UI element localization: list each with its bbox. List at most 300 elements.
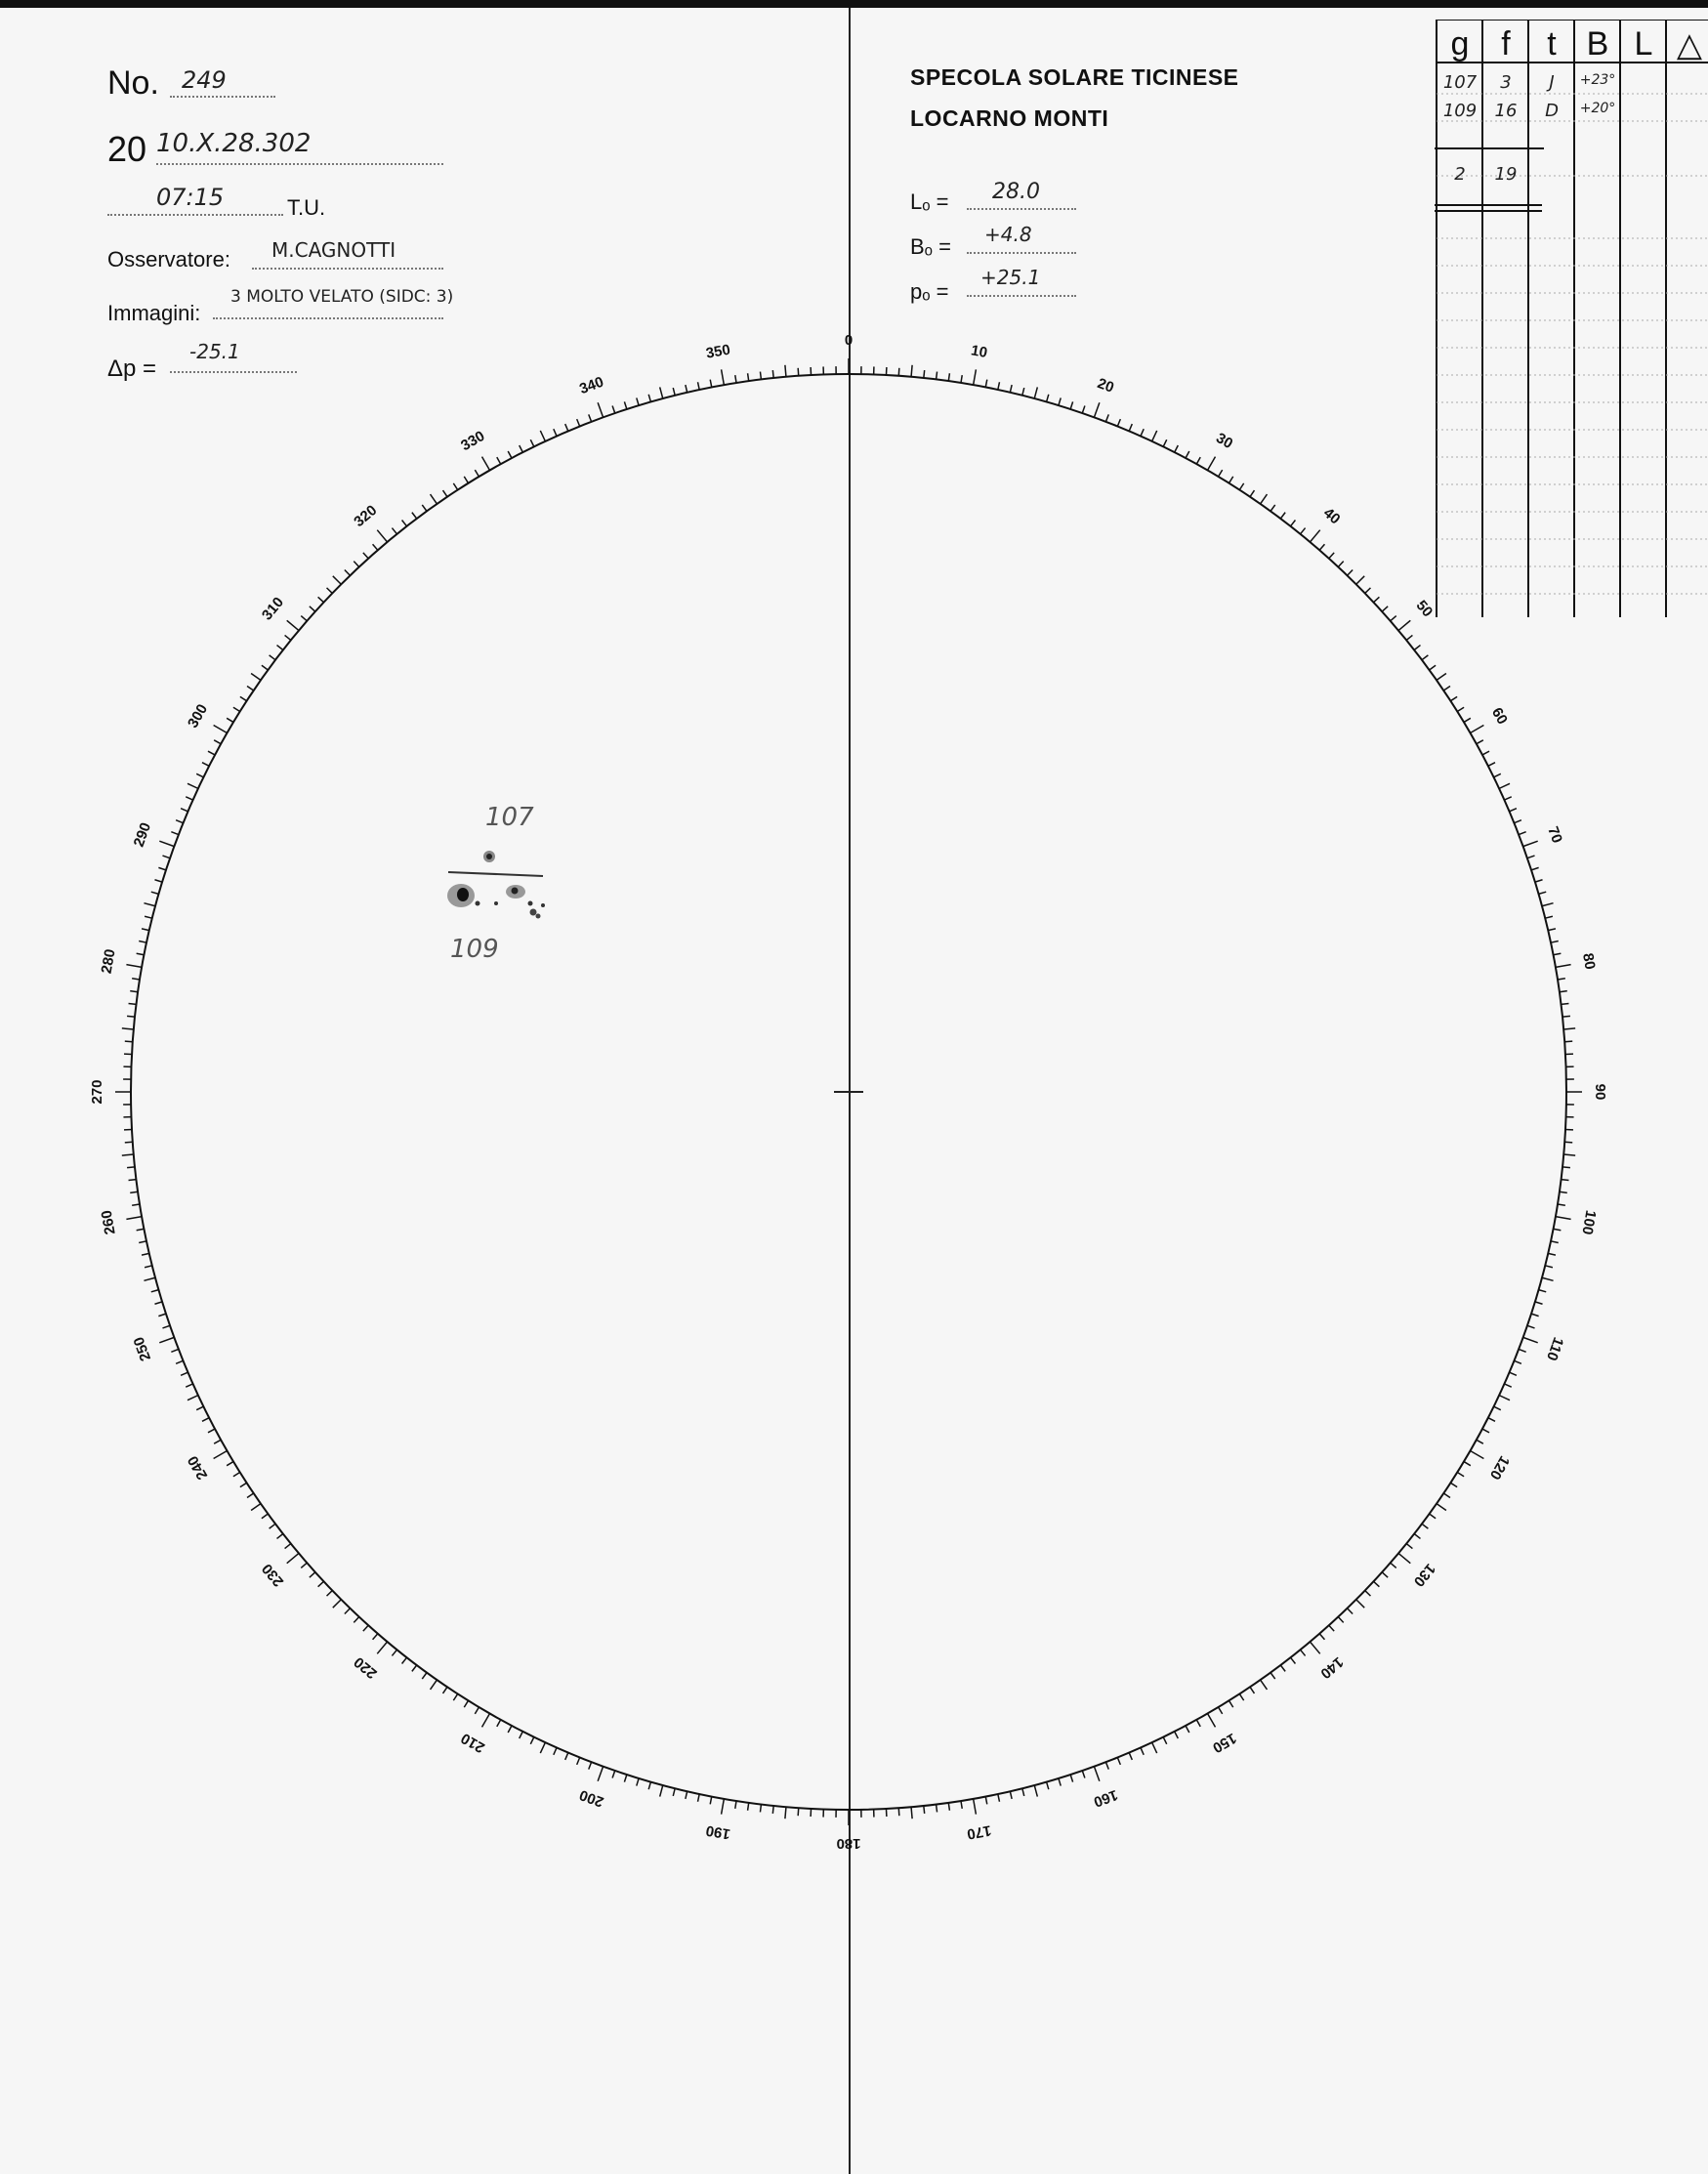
scale-tick xyxy=(961,375,962,383)
scale-tick xyxy=(772,370,773,378)
spot-109-small xyxy=(541,903,545,907)
scale-tick xyxy=(412,1665,417,1671)
scale-tick xyxy=(1010,1791,1012,1799)
param-l0-label: Lₒ = xyxy=(910,189,949,214)
spot-109-follower-umbra xyxy=(512,888,519,895)
scale-tick xyxy=(1560,991,1567,992)
scale-tick xyxy=(158,867,166,869)
scale-tick xyxy=(373,544,378,550)
date-value: 10.X.28.302 xyxy=(156,129,312,158)
total-spots: 19 xyxy=(1494,164,1518,185)
scale-tick xyxy=(624,1775,626,1782)
scale-label: 170 xyxy=(965,1821,993,1843)
scale-tick xyxy=(785,1807,786,1819)
scale-tick xyxy=(422,1673,427,1679)
scale-tick xyxy=(270,1524,275,1528)
observer-value: M.CAGNOTTI xyxy=(271,238,396,262)
scale-tick xyxy=(1523,1337,1538,1342)
scale-tick xyxy=(589,414,592,421)
observatory-name: SPECOLA SOLARE TICINESE xyxy=(910,64,1239,90)
scale-tick xyxy=(1329,553,1334,559)
scale-tick xyxy=(1398,620,1410,630)
scale-tick xyxy=(1129,424,1132,431)
scale-tick xyxy=(125,1142,133,1143)
scale-tick xyxy=(327,1591,333,1597)
scale-tick xyxy=(1239,1693,1243,1700)
spot-109-small xyxy=(476,901,480,906)
scale-tick xyxy=(1545,1266,1553,1268)
scale-tick xyxy=(1519,1349,1525,1352)
scale-tick xyxy=(1464,1462,1471,1466)
scale-label: 240 xyxy=(184,1452,212,1483)
scale-tick xyxy=(924,1806,925,1814)
scale-tick xyxy=(431,494,437,504)
scale-label: 210 xyxy=(458,1729,488,1757)
scale-tick xyxy=(1443,687,1450,690)
scale-tick xyxy=(1443,1493,1450,1497)
scale-tick xyxy=(142,929,149,931)
scale-tick xyxy=(176,820,183,823)
scale-tick xyxy=(1229,477,1232,483)
scale-tick xyxy=(301,616,307,621)
scale-tick xyxy=(710,1796,712,1804)
scale-tick xyxy=(159,1337,174,1342)
scale-tick xyxy=(1208,1714,1216,1728)
scale-tick xyxy=(1250,1687,1254,1693)
scale-label: 230 xyxy=(258,1560,288,1590)
scale-tick xyxy=(1022,1788,1024,1796)
row2-f: 16 xyxy=(1494,101,1518,121)
scale-tick xyxy=(1348,1609,1354,1614)
row1-f: 3 xyxy=(1500,72,1512,93)
scale-tick xyxy=(187,783,198,788)
scale-tick xyxy=(139,941,146,943)
scale-tick xyxy=(464,477,468,483)
scale-tick xyxy=(985,1796,987,1804)
scale-label: 90 xyxy=(1592,1083,1609,1101)
scale-tick xyxy=(431,1680,437,1690)
scale-tick xyxy=(1488,763,1495,767)
scale-tick xyxy=(1094,402,1099,417)
scale-tick xyxy=(363,553,368,559)
scale-tick xyxy=(1391,1563,1396,1568)
scale-tick xyxy=(686,385,687,393)
scale-label: 160 xyxy=(1091,1785,1120,1811)
scale-label: 150 xyxy=(1209,1729,1239,1757)
time-value: 07:15 xyxy=(156,184,225,211)
scale-tick xyxy=(1186,1726,1189,1733)
scale-tick xyxy=(1319,544,1324,550)
scale-tick xyxy=(181,1372,187,1375)
scale-tick xyxy=(1488,1418,1495,1422)
col-t-header: t xyxy=(1547,25,1557,63)
scale-tick xyxy=(126,1217,142,1220)
scale-tick xyxy=(1553,1229,1561,1231)
scale-tick xyxy=(208,751,215,755)
scale-tick xyxy=(1163,439,1167,446)
scale-tick xyxy=(748,373,749,381)
scale-tick xyxy=(363,1625,368,1631)
scale-tick xyxy=(1535,880,1543,882)
observer-label: Osservatore: xyxy=(107,247,230,272)
scale-tick xyxy=(1542,1277,1554,1280)
scale-tick xyxy=(1398,1553,1410,1563)
scale-tick xyxy=(1519,832,1525,835)
param-b0-label: Bₒ = xyxy=(910,234,951,259)
scale-tick xyxy=(270,655,275,660)
scale-tick xyxy=(443,1687,447,1693)
scale-tick xyxy=(577,1757,580,1764)
scale-tick xyxy=(122,1154,134,1155)
scale-tick xyxy=(1556,1217,1571,1220)
scale-tick xyxy=(1094,1767,1099,1781)
scale-tick xyxy=(1280,513,1285,519)
scale-tick xyxy=(948,1803,949,1811)
scale-tick xyxy=(760,372,761,380)
scale-tick xyxy=(240,696,247,700)
scale-label: 300 xyxy=(184,701,212,732)
scale-tick xyxy=(412,513,417,519)
scale-tick xyxy=(1175,445,1179,452)
scale-tick xyxy=(1034,387,1037,398)
scale-tick xyxy=(1464,718,1471,722)
scale-tick xyxy=(1105,414,1108,421)
scale-tick xyxy=(208,1429,215,1433)
row1-b: +23° xyxy=(1579,72,1616,88)
scale-tick xyxy=(129,1180,137,1181)
scale-label: 320 xyxy=(351,501,381,531)
scale-tick xyxy=(137,1229,145,1231)
row1-g: 107 xyxy=(1442,72,1478,93)
scale-tick xyxy=(151,1290,159,1292)
col-f-header: f xyxy=(1501,25,1511,63)
scale-label: 340 xyxy=(577,373,606,398)
scale-tick xyxy=(285,1544,291,1549)
scale-tick xyxy=(162,856,170,858)
scale-tick xyxy=(154,880,162,882)
dp-label: Δp = xyxy=(107,355,157,382)
scale-tick xyxy=(1471,1451,1484,1459)
scale-tick xyxy=(1562,1016,1570,1017)
scale-tick xyxy=(1152,431,1157,441)
scale-tick xyxy=(1406,1544,1412,1549)
scale-tick xyxy=(1535,1302,1543,1304)
scale-tick xyxy=(1558,1204,1565,1205)
scale-tick xyxy=(1059,1778,1061,1786)
scale-tick xyxy=(354,1617,358,1623)
scale-tick xyxy=(508,1726,512,1733)
observatory-location: LOCARNO MONTI xyxy=(910,105,1109,131)
scale-label: 180 xyxy=(836,1835,861,1853)
col-l-header: L xyxy=(1634,25,1653,63)
scale-tick xyxy=(1082,1771,1085,1778)
scale-tick xyxy=(554,1747,557,1754)
scale-tick xyxy=(565,1753,568,1760)
row2-b: +20° xyxy=(1579,101,1616,116)
scale-tick xyxy=(1141,1747,1144,1754)
scale-label: 250 xyxy=(130,1334,155,1363)
scale-label: 10 xyxy=(969,342,989,361)
scale-tick xyxy=(464,1700,468,1707)
no-value: 249 xyxy=(182,66,227,94)
scale-tick xyxy=(1499,783,1510,788)
scale-tick xyxy=(1070,401,1072,409)
group-label-109: 109 xyxy=(450,935,499,964)
scale-tick xyxy=(1430,1514,1436,1519)
scale-tick xyxy=(1382,1572,1388,1577)
scale-label: 310 xyxy=(258,594,288,624)
scale-tick xyxy=(1010,385,1012,393)
scale-tick xyxy=(1504,1384,1511,1387)
scale-label: 270 xyxy=(88,1079,105,1105)
no-label: No. xyxy=(107,64,159,102)
scale-tick xyxy=(373,1634,378,1640)
scale-tick xyxy=(453,1693,457,1700)
scale-tick xyxy=(1527,856,1535,858)
scale-label: 140 xyxy=(1316,1652,1347,1683)
scale-tick xyxy=(735,375,736,383)
scale-tick xyxy=(132,1204,140,1205)
scale-tick xyxy=(520,1732,523,1738)
scale-tick xyxy=(1271,505,1275,511)
scale-tick xyxy=(127,1167,135,1168)
scale-tick xyxy=(1047,395,1049,402)
scale-tick xyxy=(1329,1625,1334,1631)
scale-tick xyxy=(1348,570,1354,576)
scale-tick xyxy=(482,457,490,471)
scale-label: 80 xyxy=(1579,951,1599,972)
scale-label: 330 xyxy=(458,427,488,455)
scale-label: 200 xyxy=(577,1785,606,1811)
scale-tick xyxy=(402,521,407,526)
scale-tick xyxy=(598,402,603,417)
scale-tick xyxy=(948,373,949,381)
scale-tick xyxy=(673,388,675,396)
scale-tick xyxy=(1564,1142,1572,1143)
scale-tick xyxy=(402,1657,407,1663)
spot-109-small xyxy=(494,901,498,905)
scale-tick xyxy=(722,1799,725,1815)
scale-tick xyxy=(508,451,512,458)
scale-tick xyxy=(310,606,315,611)
scale-tick xyxy=(377,530,387,542)
scale-tick xyxy=(144,1277,155,1280)
spot-107-umbra xyxy=(486,854,492,859)
scale-tick xyxy=(1301,528,1306,534)
scale-tick xyxy=(327,588,333,594)
scale-tick xyxy=(154,1302,162,1304)
scale-tick xyxy=(1280,1665,1285,1671)
scale-tick xyxy=(482,1714,490,1728)
scale-tick xyxy=(392,1650,396,1655)
scale-tick xyxy=(310,1572,315,1577)
scale-tick xyxy=(1196,457,1200,464)
scale-tick xyxy=(1250,490,1254,497)
scale-tick xyxy=(1551,1241,1559,1243)
scale-tick xyxy=(1562,1167,1570,1168)
scale-tick xyxy=(612,405,615,413)
group-separator-line xyxy=(448,872,543,876)
scale-tick xyxy=(1186,451,1189,458)
scale-tick xyxy=(698,1794,700,1802)
scale-tick xyxy=(214,1451,228,1459)
scale-label: 260 xyxy=(98,1208,119,1236)
scale-tick xyxy=(1553,953,1561,955)
scale-tick xyxy=(1514,1360,1521,1363)
scale-tick xyxy=(911,1807,912,1819)
scale-tick xyxy=(214,1440,221,1443)
scale-tick xyxy=(122,1028,134,1029)
scale-tick xyxy=(1562,1180,1569,1181)
scale-tick xyxy=(301,1563,307,1568)
scale-tick xyxy=(1545,916,1553,918)
scale-tick xyxy=(1338,562,1343,567)
scale-tick xyxy=(798,368,799,376)
scale-tick xyxy=(129,1003,137,1004)
scale-tick xyxy=(1510,809,1517,812)
scale-tick xyxy=(1219,470,1223,477)
scale-tick xyxy=(202,1418,209,1422)
scale-tick xyxy=(785,365,786,377)
scale-tick xyxy=(673,1788,675,1796)
scale-tick xyxy=(1163,1737,1167,1744)
scale-tick xyxy=(1477,740,1483,744)
scale-tick xyxy=(1414,1534,1420,1539)
scale-tick xyxy=(126,965,142,968)
scale-tick xyxy=(144,903,155,906)
scale-tick xyxy=(262,665,268,670)
scale-tick xyxy=(1117,419,1120,426)
scale-tick xyxy=(1539,892,1547,894)
spot-109-leader-umbra xyxy=(457,888,469,901)
scale-tick xyxy=(961,1801,962,1809)
total-groups: 2 xyxy=(1454,164,1466,185)
scale-tick xyxy=(648,1782,650,1790)
scale-tick xyxy=(392,528,396,534)
scale-label: 280 xyxy=(98,947,119,976)
scale-tick xyxy=(1563,1154,1575,1155)
scale-tick xyxy=(998,1794,1000,1802)
scale-tick xyxy=(1457,707,1464,711)
param-p0-value: +25.1 xyxy=(980,266,1041,289)
scale-tick xyxy=(1494,1406,1501,1410)
scale-tick xyxy=(262,1514,268,1519)
scale-tick xyxy=(333,576,341,584)
scale-tick xyxy=(686,1791,687,1799)
scale-tick xyxy=(1219,1707,1223,1714)
scale-tick xyxy=(612,1771,615,1778)
scale-tick xyxy=(530,439,534,446)
scale-tick xyxy=(1539,1290,1547,1292)
scale-tick xyxy=(1175,1732,1179,1738)
scale-tick xyxy=(475,1707,479,1714)
scale-tick xyxy=(251,674,261,681)
scale-tick xyxy=(1564,1041,1572,1042)
scale-tick xyxy=(1208,457,1216,471)
scale-tick xyxy=(345,570,351,576)
scale-tick xyxy=(660,387,663,398)
scale-tick xyxy=(1422,1524,1428,1528)
row2-t: D xyxy=(1545,101,1559,121)
scale-tick xyxy=(1514,820,1521,823)
date-prefix: 20 xyxy=(107,129,147,169)
scale-tick xyxy=(1477,1440,1483,1443)
scale-tick xyxy=(1457,1472,1464,1476)
row2-g: 109 xyxy=(1442,101,1478,121)
scale-tick xyxy=(333,1600,341,1608)
scale-tick xyxy=(1022,388,1024,396)
scale-tick xyxy=(1196,1720,1200,1727)
col-g-header: g xyxy=(1450,25,1470,63)
scale-tick xyxy=(577,419,580,426)
scale-tick xyxy=(214,726,228,733)
scale-tick xyxy=(354,562,358,567)
scale-tick xyxy=(1482,751,1489,755)
scale-label: 0 xyxy=(844,331,854,349)
scale-label: 60 xyxy=(1487,704,1511,728)
scale-tick xyxy=(974,1799,977,1815)
scale-tick xyxy=(151,892,159,894)
scale-tick xyxy=(540,1742,545,1753)
scale-tick xyxy=(1430,665,1436,670)
scale-tick xyxy=(974,369,977,385)
scale-tick xyxy=(233,1472,240,1476)
scale-tick xyxy=(1406,635,1412,640)
scale-tick xyxy=(1291,1657,1296,1663)
scale-tick xyxy=(377,1642,387,1653)
scale-tick xyxy=(1291,521,1296,526)
images-label: Immagini: xyxy=(107,301,201,325)
scale-tick xyxy=(1527,1325,1535,1328)
scale-tick xyxy=(1414,646,1420,650)
images-value: 3 MOLTO VELATO (SIDC: 3) xyxy=(230,287,454,307)
scale-tick xyxy=(898,1808,899,1816)
dp-value: -25.1 xyxy=(189,340,240,363)
scale-tick xyxy=(1310,1642,1319,1653)
scale-tick xyxy=(722,369,725,385)
param-l0-value: 28.0 xyxy=(992,180,1040,204)
row1-t: J xyxy=(1549,72,1555,93)
scale-tick xyxy=(443,490,447,497)
scale-tick xyxy=(137,953,145,955)
scale-tick xyxy=(145,916,152,918)
scale-tick xyxy=(1531,867,1539,869)
scale-tick xyxy=(1338,1617,1343,1623)
scale-tick xyxy=(214,740,221,744)
scale-tick xyxy=(1082,405,1085,413)
scale-tick xyxy=(171,1349,178,1352)
scale-tick xyxy=(1356,1600,1364,1608)
scale-tick xyxy=(624,401,626,409)
scale-tick xyxy=(251,1504,261,1511)
scale-tick xyxy=(1239,483,1243,490)
col-b-header: B xyxy=(1586,25,1609,63)
scale-tick xyxy=(1374,1581,1380,1586)
scale-tick xyxy=(422,505,427,511)
scale-tick xyxy=(1319,1634,1324,1640)
scale-tick xyxy=(1450,696,1457,700)
scale-tick xyxy=(1499,1396,1510,1401)
scale-tick xyxy=(497,457,501,464)
scale-label: 20 xyxy=(1095,375,1116,397)
scale-tick xyxy=(1365,588,1371,594)
scale-tick xyxy=(1391,616,1396,621)
scale-tick xyxy=(1556,965,1571,968)
scale-tick xyxy=(132,979,140,980)
scale-label: 110 xyxy=(1542,1334,1567,1363)
scale-tick xyxy=(1310,530,1319,542)
scale-tick xyxy=(187,1396,198,1401)
